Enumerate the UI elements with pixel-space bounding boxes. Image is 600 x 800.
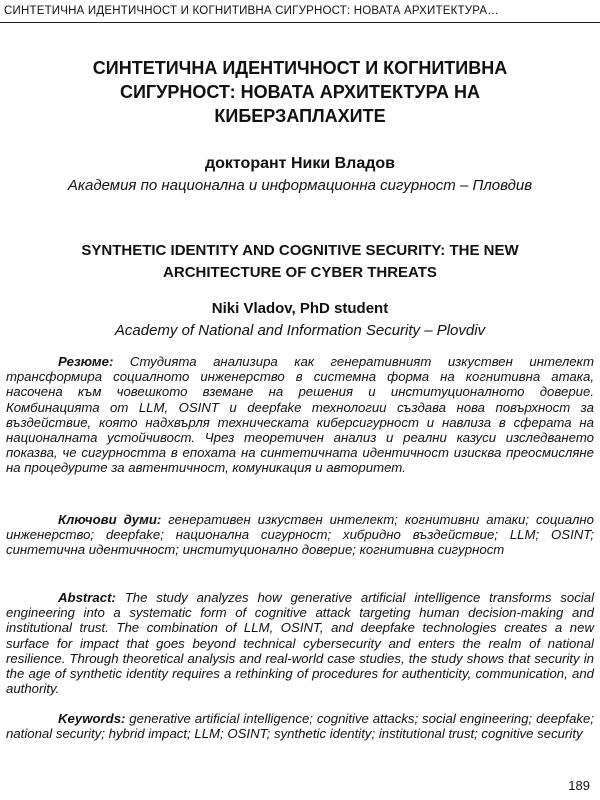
affiliation-en: Academy of National and Information Security – Plovdiv [114, 322, 486, 339]
keywords-label-bg: Ключови думи: [58, 512, 162, 527]
abstract-label-en: Abstract: [58, 590, 116, 605]
keywords-label-en: Keywords: [58, 711, 126, 726]
abstract-en [6, 590, 594, 696]
running-head: СИНТЕТИЧНА ИДЕНТИЧНОСТ И КОГНИТИВНА СИГУРНОСТ: НОВАТА АРХИТЕКТУРА… [0, 0, 600, 23]
summary-bg [6, 354, 594, 476]
keywords-bg [6, 512, 594, 558]
summary-text-bg: Студията анализира как генеративният изкуствен интелект трансформира социалното инженерство в системна форма на когнитивна атака, насочена към човешкото вземане на решения и институционалното доверие. Комбинацията от LLM, OSINT и deepfake технологии създава нова повърхност за въздействие, която надхвърля техническата киберсигурност и навлиза в сферата на националната устойчивост. Чрез теоретичен анализ и реални казуси изследването показва, че сигурността в епохата на синтетичната идентичност изисква преосмисляне на процедурите за автентичност, комуникация и авторитет. [6, 354, 594, 476]
keywords-text-bg: генеративен изкуствен интелект; когнитивни атаки; социално инженерство; deepfake; национална сигурност; хибридно въздействие; LLM; OSINT; синтетична идентичност; институционално доверие; когнитивна сигурност [6, 512, 594, 558]
author-name-en: Niki Vladov, PhD student [211, 300, 389, 317]
paper-title-en: SYNTHETIC IDENTITY AND COGNITIVE SECURITY: THE NEW ARCHITECTURE OF CYBER THREATS [81, 242, 519, 281]
keywords-text-en: generative artificial intelligence; cognitive attacks; social engineering; deepfake; national security; hybrid impact; LLM; OSINT; synthetic identity; institutional trust; cognitive security [6, 711, 594, 742]
summary-label-bg: Резюме: [58, 354, 114, 369]
keywords-en [6, 711, 594, 741]
page-number: 189 [568, 778, 590, 793]
author-name-bg: докторант Ники Владов [204, 155, 395, 172]
paper-title-bg: СИНТЕТИЧНА ИДЕНТИЧНОСТ И КОГНИТИВНА СИГУРНОСТ: НОВАТА АРХИТЕКТУРА НА КИБЕРЗАПЛАХИТЕ [92, 58, 508, 126]
affiliation-bg: Академия по национална и информационна сигурност – Пловдив [67, 177, 533, 194]
abstract-text-en: The study analyzes how generative artificial intelligence transforms social engineering into a systematic form of cognitive attack targeting human decision-making and institutional trust. The combination of LLM, OSINT, and deepfake technologies creates a new surface for impact that goes beyond technical cybersecurity and enters the realm of national resilience. Through theoretical analysis and real-world case studies, the study shows that security in the age of synthetic identity requires a rethinking of procedures for authenticity, communication, and authority. [6, 590, 594, 697]
